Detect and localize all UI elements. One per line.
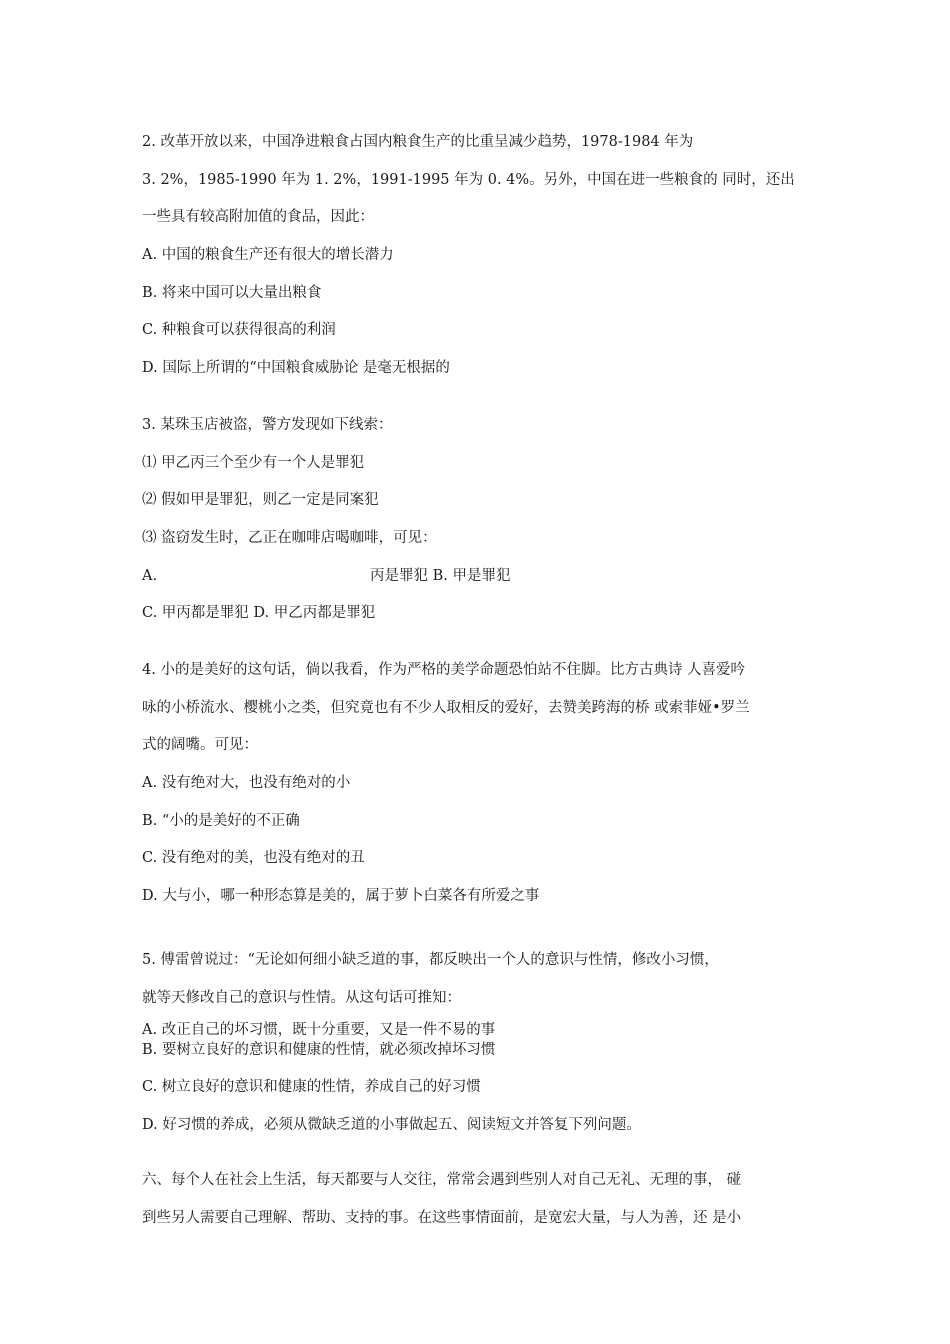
q2-line-3: 一些具有较高附加值的食品，因此： [142,209,374,225]
q3-option-a-label: A. [142,568,158,584]
q3-options-cd: C. 甲丙都是罪犯 D. 甲乙丙都是罪犯 [142,605,376,621]
q5-option-c: C. 树立良好的意识和健康的性情，养成自己的好习惯 [142,1079,481,1095]
q2-option-b: B. 将来中国可以大量出粮食 [142,285,322,301]
q4-line-2: 咏的小桥流水、樱桃小之类，但究竟也有不少人取相反的爱好，去赞美跨海的桥 或索菲娅•罗兰 [142,700,750,716]
q4-option-a: A. 没有绝对大，也没有绝对的小 [142,775,351,791]
q6-line-2: 到些另人需要自己理解、帮助、支持的事。在这些事情面前，是宽宏大量，与人为善，还 是小 [142,1210,742,1226]
q4-option-c: C. 没有绝对的美，也没有绝对的丑 [142,850,365,866]
q2-option-c: C. 种粮食可以获得很高的利润 [142,322,336,338]
q5-option-a: A. 改正自己的坏习惯，既十分重要，又是一件不易的事 [142,1022,496,1038]
q5-line-1: 5. 傅雷曾说过：“无论如何细小缺乏道的事，都反映出一个人的意识与性情，修改小习惯， [142,952,719,968]
q6-line-1: 六、每个人在社会上生活，每天都要与人交往，常常会遇到些别人对自己无礼、无理的事， 碰 [142,1172,742,1188]
q4-option-d: D. 大与小，哪一种形态算是美的，属于萝卜白菜各有所爱之事 [142,888,540,904]
q3-clue-1: ⑴ 甲乙丙三个至少有一个人是罪犯 [142,455,365,471]
q2-line-1: 2. 改革开放以来，中国净进粮食占国内粮食生产的比重呈减少趋势，1978-1984 年为 [142,134,694,150]
q4-line-1: 4. 小的是美好的这句话，倘以我看，作为严格的美学命题恐怕站不住脚。比方古典诗 人喜爱吟 [142,662,746,678]
q5-option-b: B. 要树立良好的意识和健康的性情，就必须改掉坏习惯 [142,1042,496,1058]
q5-line-2: 就等天修改自己的意识与性情。从这句话可推知： [142,990,461,1006]
q2-option-a: A. 中国的粮食生产还有很大的增长潜力 [142,247,394,263]
q4-option-b: B. “小的是美好的不正确 [142,813,300,829]
q3-clue-3: ⑶ 盗窃发生时，乙正在咖啡店喝咖啡，可见： [142,530,437,546]
q3-stem: 3. 某珠玉店被盗，警方发现如下线索： [142,417,393,433]
q2-option-d: D. 国际上所谓的“中国粮食威胁论 是毫无根据的 [142,360,450,376]
q3-option-a-text: 丙是罪犯 B. 甲是罪犯 [370,568,511,584]
q5-option-d: D. 好习惯的养成，必须从微缺乏道的小事做起五、阅读短文并答复下列问题。 [142,1117,641,1133]
q2-line-2: 3. 2%，1985-1990 年为 1. 2%，1991-1995 年为 0. 4%。另外，中国在进一些粮食的 同时，还出 [142,172,795,188]
q3-clue-2: ⑵ 假如甲是罪犯，则乙一定是同案犯 [142,492,379,508]
q4-line-3: 式的阔嘴。可见： [142,737,258,753]
